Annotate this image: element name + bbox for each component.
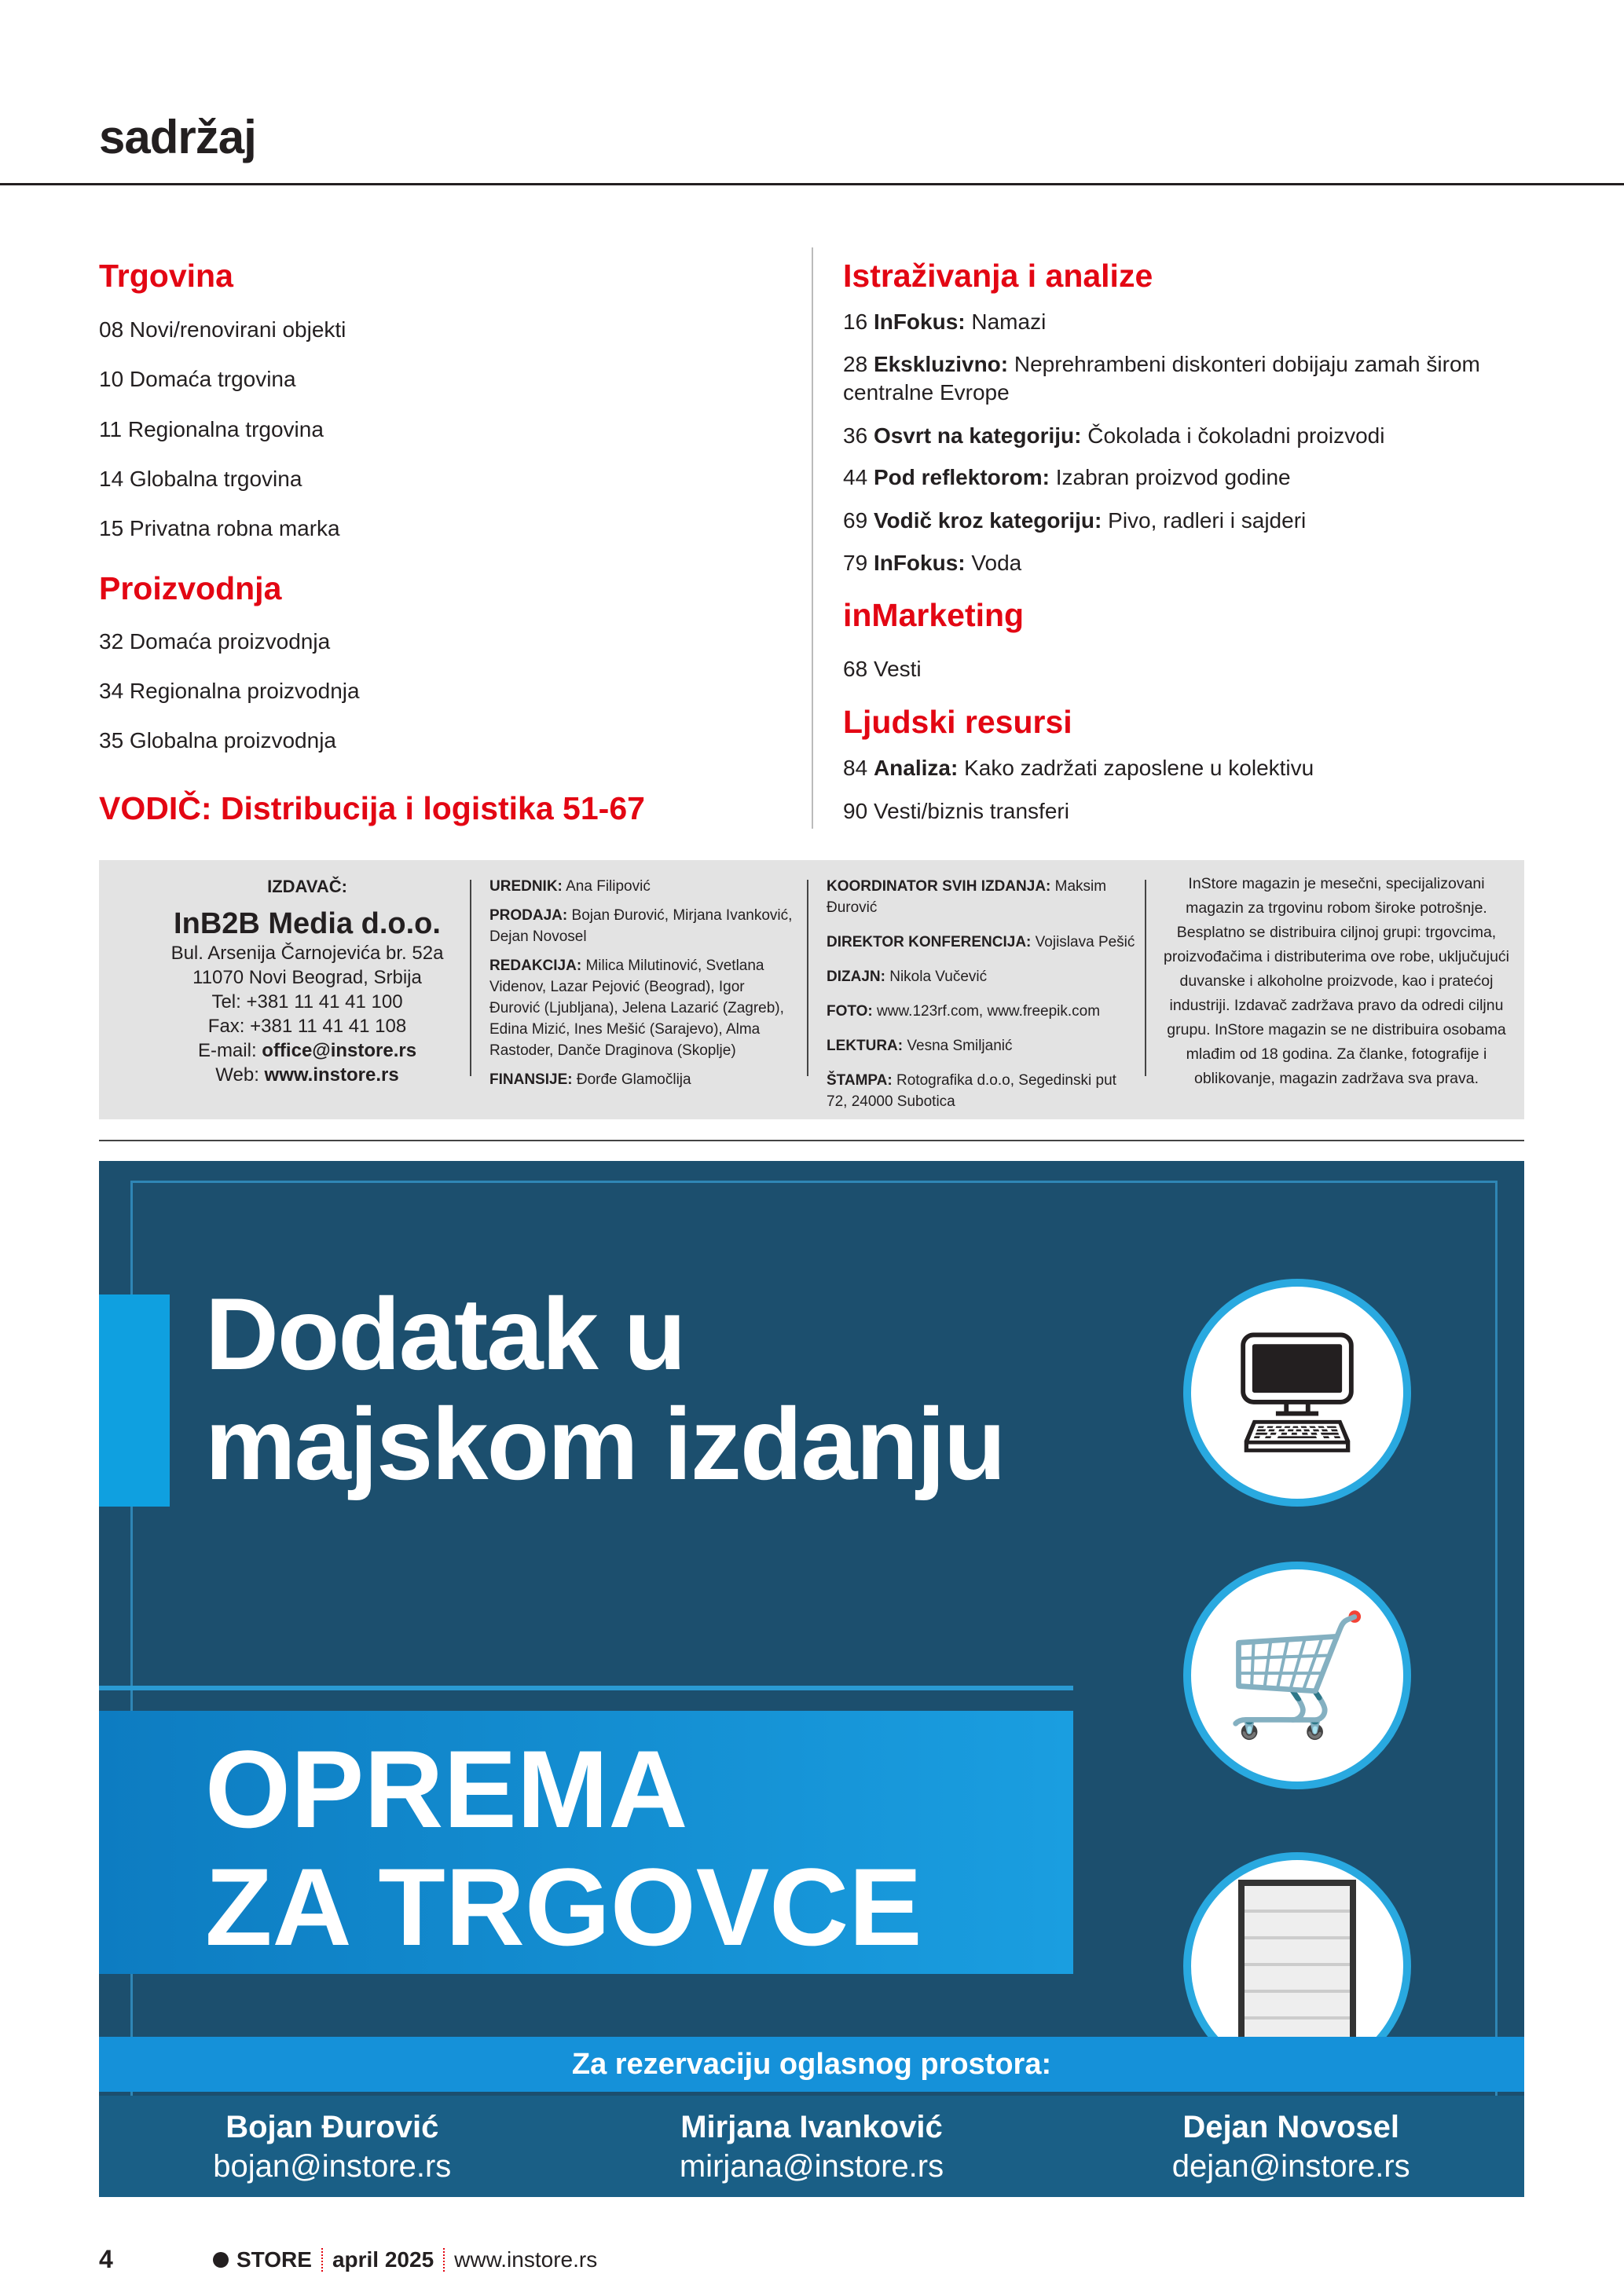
reservation-label: Za rezervaciju oglasnog prostora: xyxy=(571,2047,1052,2081)
contact xyxy=(213,2107,451,2186)
toc-item[interactable] xyxy=(843,422,1384,450)
staff-name: Nikola Vučević xyxy=(889,969,988,985)
section-heading-vodic[interactable]: VODIČ: Distribucija i logistika 51-67 xyxy=(99,790,645,826)
ad-accent-bar xyxy=(99,1294,170,1507)
contact-name: Mirjana Ivanković xyxy=(680,2109,943,2144)
toc-item[interactable]: 11 Regionalna trgovina xyxy=(99,417,324,441)
phone: Tel: +381 11 41 41 100 xyxy=(211,991,403,1013)
section-heading-proizvodnja: Proizvodnja xyxy=(99,570,282,606)
ad-subheadline xyxy=(205,1727,922,1968)
toc-item[interactable]: 14 Globalna trgovina xyxy=(99,467,302,491)
staff-role: FOTO: xyxy=(827,1003,873,1020)
contact-email[interactable]: bojan@instore.rs xyxy=(213,2148,452,2184)
toc-item[interactable]: 10 Domaća trgovina xyxy=(99,367,296,391)
staff-entry xyxy=(827,1070,1141,1112)
toc-item[interactable] xyxy=(843,350,1480,407)
item-label: Vodič kroz kategoriju: xyxy=(873,508,1102,533)
email-line xyxy=(99,1038,515,1063)
item-text: Neprehrambeni diskonteri dobijaju zamah širom xyxy=(1014,352,1480,376)
shopping-cart-icon: 🛒 xyxy=(1183,1562,1411,1789)
divider xyxy=(470,880,471,1076)
contact-name: Dejan Novosel xyxy=(1182,2109,1400,2144)
email-link[interactable]: office@instore.rs xyxy=(262,1040,417,1061)
staff-entry xyxy=(489,876,796,897)
item-text: Izabran proizvod godine xyxy=(1055,465,1291,489)
staff-name: www.123rf.com, www.freepik.com xyxy=(877,1003,1101,1020)
item-label: InFokus: xyxy=(873,551,966,575)
divider xyxy=(99,1140,1524,1141)
toc-item[interactable] xyxy=(843,308,1046,336)
page-num: 90 xyxy=(843,799,868,823)
ad-line xyxy=(99,1686,1073,1690)
issue-date: april 2025 xyxy=(332,2247,434,2272)
staff-entry xyxy=(827,876,1141,918)
toc-item[interactable] xyxy=(843,463,1291,492)
item-label: Pod reflektorom: xyxy=(873,465,1050,489)
web-line xyxy=(99,1063,515,1087)
staff-role: REDAKCIJA: xyxy=(489,958,582,974)
staff-role: LEKTURA: xyxy=(827,1038,904,1054)
instore-logo: STORE xyxy=(236,2247,312,2272)
page-num: 16 xyxy=(843,309,868,334)
staff-name: Vojislava Pešić xyxy=(1035,934,1135,950)
about-text: InStore magazin je mesečni, specijalizovani magazin za trgovinu robom široke potrošnje. Besplatno se distribuira ciljnoj grupi: trgovcima, proizvođačima i distributerima ove robe, uključujući duvanske i alkoholne proizvode, kao i pratećoj industriji. Izdavač zadržava pravo da odredi ciljnu grupu. InStore magazin se ne distribuira osobama mlađim od 18 godina. Za članke, fotografije i oblikovanje, magazin zadržava sva prava. xyxy=(1163,875,1510,1087)
staff-name: Vesna Smiljanić xyxy=(907,1038,1013,1054)
staff-role: UREDNIK: xyxy=(489,878,563,895)
toc-item[interactable]: 32 Domaća proizvodnja xyxy=(99,629,331,654)
divider xyxy=(0,183,1624,185)
address-line: 11070 Novi Beograd, Srbija xyxy=(192,967,422,988)
page-num: 36 xyxy=(843,423,868,448)
section-heading-istrazivanja: Istraživanja i analize xyxy=(843,258,1153,294)
toc-item[interactable] xyxy=(843,655,922,683)
toc-item[interactable]: 35 Globalna proizvodnja xyxy=(99,728,336,753)
ad-subheadline-line: ZA TRGOVCE xyxy=(205,1845,922,1968)
staff-entry xyxy=(827,966,1141,987)
page-footer xyxy=(99,2245,597,2274)
page-num: 69 xyxy=(843,508,868,533)
reservation-bar xyxy=(99,2037,1524,2092)
item-text: Pivo, radleri i sajderi xyxy=(1108,508,1307,533)
ad-headline-line: majskom izdanju xyxy=(205,1386,1005,1501)
toc-item[interactable]: 08 Novi/renovirani objekti xyxy=(99,317,346,342)
toc-item[interactable]: 34 Regionalna proizvodnja xyxy=(99,679,360,703)
contact-email[interactable]: mirjana@instore.rs xyxy=(679,2148,944,2184)
column-divider xyxy=(812,247,813,829)
publisher-label: IZDAVAČ: xyxy=(267,877,347,896)
staff-entry xyxy=(827,1035,1141,1056)
page-num: 68 xyxy=(843,657,868,681)
divider xyxy=(1145,880,1146,1076)
web-label: Web: xyxy=(215,1064,259,1086)
instore-logo-icon xyxy=(213,2252,229,2268)
separator xyxy=(321,2248,323,2272)
staff-name: Bojan Đurović, Mirjana Ivanković, Dejan Novosel xyxy=(489,907,793,945)
staff-entry xyxy=(489,1069,796,1090)
item-label: InFokus: xyxy=(873,309,966,334)
ad-subheadline-line: OPREMA xyxy=(205,1727,688,1851)
item-label: Analiza: xyxy=(873,756,959,780)
address-line: Bul. Arsenija Čarnojevića br. 52a xyxy=(170,943,444,964)
staff-role: DIZAJN: xyxy=(827,969,885,985)
toc-item[interactable] xyxy=(843,754,1314,782)
staff-name: Ana Filipović xyxy=(566,878,651,895)
toc-item[interactable] xyxy=(843,549,1021,577)
staff-name: Milica Milutinović, Svetlana Videnov, Lazar Pejović (Beograd), Igor Đurović (Ljubljana), Jelena Lazarić (Zagreb), Edina Mizić, Ines Mešić (Sarajevo), Alma Rastoder, Danče Draginova (Skoplje) xyxy=(489,958,784,1059)
contacts-row xyxy=(99,2096,1524,2197)
page-title: sadržaj xyxy=(99,111,256,163)
section-heading-ljudski-resursi: Ljudski resursi xyxy=(843,704,1072,740)
section-heading-inmarketing: inMarketing xyxy=(843,597,1025,633)
website-link[interactable]: www.instore.rs xyxy=(454,2247,598,2272)
contact xyxy=(1172,2107,1410,2186)
item-label: Osvrt na kategoriju: xyxy=(873,423,1082,448)
divider xyxy=(807,880,808,1076)
item-text: Kako zadržati zaposlene u kolektivu xyxy=(964,756,1314,780)
toc-item[interactable] xyxy=(843,507,1306,535)
page-num: 44 xyxy=(843,465,868,489)
item-text: Voda xyxy=(971,551,1022,575)
item-text: Vesti/biznis transferi xyxy=(873,799,1069,823)
staff-name: Đorđe Glamočlija xyxy=(576,1071,691,1088)
staff-name: Maksim Đurović xyxy=(827,878,1107,916)
toc-item[interactable]: 15 Privatna robna marka xyxy=(99,516,340,540)
contact-name: Bojan Đurović xyxy=(225,2109,439,2144)
staff-role: KOORDINATOR SVIH IZDANJA: xyxy=(827,878,1051,895)
item-text: centralne Evrope xyxy=(843,380,1010,405)
page-number: 4 xyxy=(99,2245,113,2273)
advertisement[interactable] xyxy=(99,1161,1524,2197)
item-label: Ekskluzivno: xyxy=(873,352,1009,376)
page-num: 84 xyxy=(843,756,868,780)
page-num: 28 xyxy=(843,352,868,376)
staff-entry xyxy=(489,905,796,947)
web-link[interactable]: www.instore.rs xyxy=(264,1064,399,1086)
staff-role: DIREKTOR KONFERENCIJA: xyxy=(827,934,1032,950)
staff-column xyxy=(827,876,1141,1112)
item-text: Čokolada i čokoladni proizvodi xyxy=(1087,423,1385,448)
ad-headline xyxy=(205,1276,1005,1501)
pos-terminal-icon: 🖥 xyxy=(1183,1279,1411,1507)
staff-entry xyxy=(489,955,796,1061)
publisher-block xyxy=(99,874,515,1087)
staff-role: PRODAJA: xyxy=(489,907,568,924)
staff-entry xyxy=(827,932,1141,953)
staff-name: Rotografika d.o.o, Segedinski put 72, 24000 Subotica xyxy=(827,1072,1116,1110)
item-text: Namazi xyxy=(971,309,1047,334)
ad-headline-line: Dodatak u xyxy=(205,1276,685,1391)
contact xyxy=(680,2107,944,2186)
page-num: 79 xyxy=(843,551,868,575)
section-heading-trgovina: Trgovina xyxy=(99,258,233,294)
fax: Fax: +381 11 41 41 108 xyxy=(207,1016,407,1037)
contact-email[interactable]: dejan@instore.rs xyxy=(1171,2148,1410,2184)
email-label: E-mail: xyxy=(197,1040,257,1061)
staff-role: ŠTAMPA: xyxy=(827,1072,893,1089)
staff-entry xyxy=(827,1001,1141,1022)
item-text: Vesti xyxy=(873,657,922,681)
company-name: InB2B Media d.o.o. xyxy=(174,907,441,940)
staff-role: FINANSIJE: xyxy=(489,1071,573,1088)
imprint-box xyxy=(99,860,1524,1119)
staff-column xyxy=(489,876,796,1090)
toc-item[interactable] xyxy=(843,797,1069,826)
separator xyxy=(443,2248,445,2272)
